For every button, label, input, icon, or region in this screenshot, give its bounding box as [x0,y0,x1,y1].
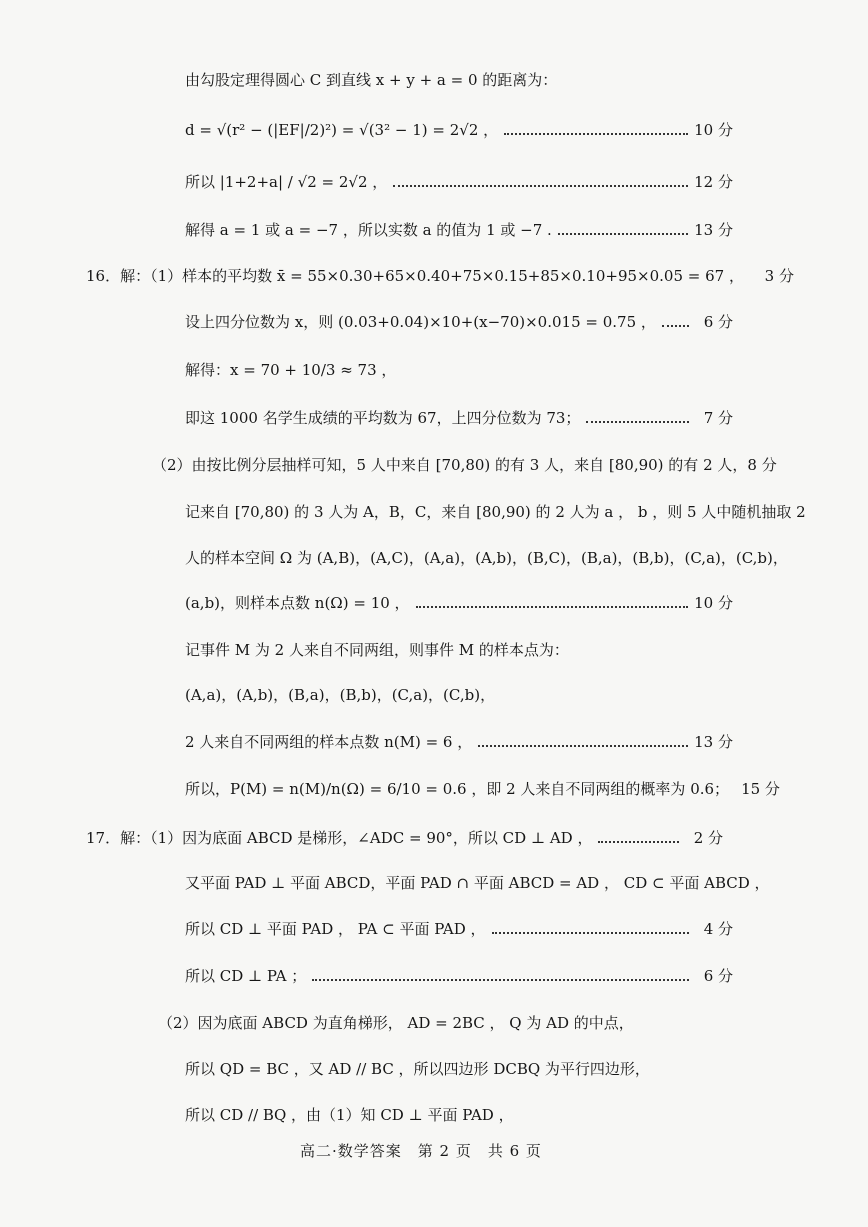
line-text: 人的样本空间 Ω 为 (A,B)，(A,C)，(A,a)，(A,b)，(B,C)，(B,a)，(B,b)，(C,a)，(C,b)， [185,549,788,567]
text-line [185,1059,745,1079]
line-text: 由勾股定理得圆心 C 到直线 x + y + a = 0 的距离为： [185,71,558,89]
line-text: 2 人来自不同两组的样本点数 n(M) = 6 ， [185,733,473,751]
line-text: (A,a)，(A,b)，(B,a)，(B,b)，(C,a)，(C,b)， [185,686,496,704]
leader-dots [416,606,689,608]
text-line [185,172,733,192]
score-label: 12 分 [694,173,733,191]
score-label: 4 分 [703,920,733,938]
leader-dots [478,745,688,747]
line-text: 即这 1000 名学生成绩的平均数为 67，上四分位数为 73； [185,409,581,427]
score-label: 15 分 [741,780,780,798]
text-line [185,70,745,90]
line-text: 所以 CD // BQ ，由（1）知 CD ⊥ 平面 PAD ， [185,1106,514,1124]
line-text: 16．解：（1）样本的平均数 x̄ = 55×0.30+65×0.40+75×0.15+85×0.10+95×0.05 = 67 ， [86,267,744,285]
leader-dots [312,979,689,981]
line-text: （2）由按比例分层抽样可知，5 人中来自 [70,80) 的有 3 人，来自 [80,90) 的有 2 人，8 分 [152,456,777,474]
score-label: 13 分 [694,221,733,239]
text-line [185,1105,745,1125]
line-text: 17．解：（1）因为底面 ABCD 是梯形，∠ADC = 90°，所以 CD ⊥ AD ， [86,829,593,847]
score-label: 3 分 [764,267,794,285]
leader-dots [558,233,688,235]
text-line [185,408,733,428]
leader-dots [492,932,689,934]
line-text: 所以 CD ⊥ PA ； [185,967,307,985]
leader-dots [504,133,688,135]
line-text: 设上四分位数为 x，则 (0.03+0.04)×10+(x−70)×0.015 = 0.75 ， [185,313,656,331]
leader-dots [586,421,689,423]
line-text: 又平面 PAD ⊥ 平面 ABCD，平面 PAD ∩ 平面 ABCD = AD ， CD ⊂ 平面 ABCD ， [185,874,770,892]
text-line [185,873,770,893]
text-line [185,220,733,240]
text-line [185,966,733,986]
text-line [185,919,733,939]
line-text: 记来自 [70,80) 的 3 人为 A，B，C，来自 [80,90) 的 2 人为 a ， b ，则 5 人中随机抽取 2 [185,503,806,521]
text-line [185,548,788,568]
score-label: 2 分 [693,829,723,847]
text-line [185,685,733,705]
leader-dots [393,185,688,187]
score-label: 10 分 [694,121,733,139]
line-text: 记事件 M 为 2 人来自不同两组，则事件 M 的样本点为： [185,641,569,659]
text-line [185,640,733,660]
page-footer: 高二·数学答案 第 2 页 共 6 页 [300,1142,542,1160]
text-line [185,732,733,752]
line-text: 解得：x = 70 + 10/3 ≈ 73 ， [185,361,397,379]
text-line [185,502,806,522]
line-text: 所以 QD = BC ，又 AD // BC ，所以四边形 DCBQ 为平行四边形， [185,1060,650,1078]
text-line [86,266,794,286]
line-text: （2）因为底面 ABCD 为直角梯形， AD = 2BC ， Q 为 AD 的中点， [158,1014,634,1032]
line-text: (a,b)，则样本点数 n(Ω) = 10 ， [185,594,410,612]
line-text: d = √(r² − (|EF|/2)²) = √(3² − 1) = 2√2 ， [185,121,499,139]
text-line [158,1013,718,1033]
line-text: 所以 CD ⊥ 平面 PAD ， PA ⊂ 平面 PAD ， [185,920,486,938]
line-text: 所以，P(M) = n(M)/n(Ω) = 6/10 = 0.6 ，即 2 人来自不同两组的概率为 0.6； [185,780,730,798]
line-text: 所以 |1+2+a| / √2 = 2√2 ， [185,173,388,191]
leader-dots [662,325,689,327]
text-line [185,779,780,799]
score-label: 6 分 [703,967,733,985]
line-text: 解得 a = 1 或 a = −7 ，所以实数 a 的值为 1 或 −7 . [185,221,552,239]
text-line [185,360,733,380]
score-label: 13 分 [694,733,733,751]
score-label: 7 分 [703,409,733,427]
score-label: 10 分 [694,594,733,612]
text-line [86,828,723,848]
text-line [185,120,733,140]
text-line [152,455,777,475]
leader-dots [598,841,679,843]
score-label: 6 分 [703,313,733,331]
text-line [185,593,733,613]
text-line [185,312,733,332]
